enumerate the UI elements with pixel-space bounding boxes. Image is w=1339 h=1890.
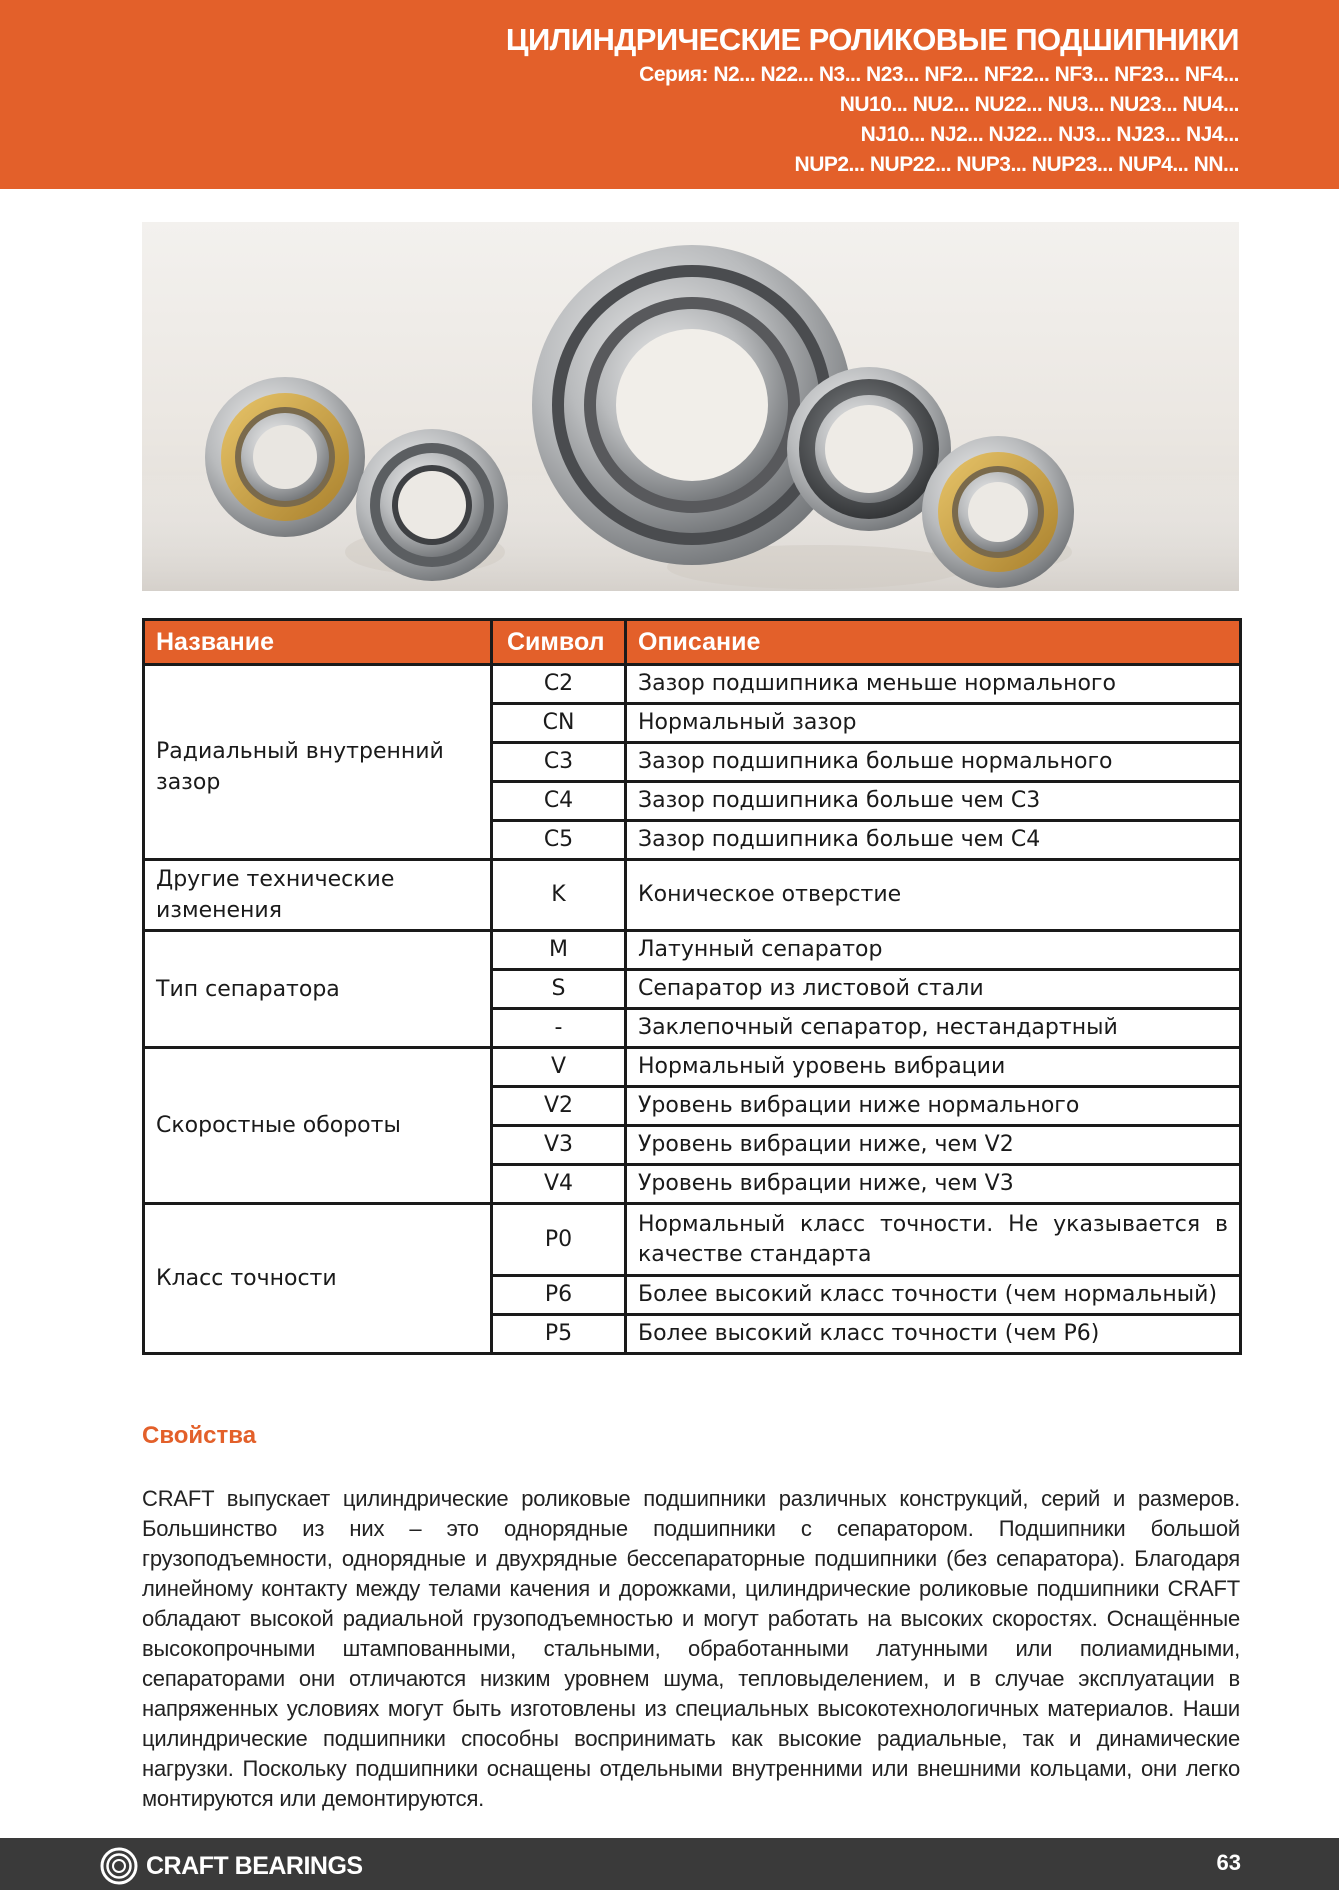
- table-header-row: [144, 620, 1241, 665]
- symbol-cell: -: [492, 1009, 626, 1048]
- series-line: Серия: N2... N22... N3... N23... NF2... NF22... NF3... NF23... NF4...: [639, 63, 1239, 86]
- description-cell: Более высокий класс точности (чем нормальный): [626, 1276, 1241, 1315]
- symbol-cell: P0: [492, 1204, 626, 1276]
- symbol-cell: M: [492, 931, 626, 970]
- description-cell: Сепаратор из листовой стали: [626, 970, 1241, 1009]
- description-cell: Заклепочный сепаратор, нестандартный: [626, 1009, 1241, 1048]
- series-line: NU10... NU2... NU22... NU3... NU23... NU4...: [839, 93, 1239, 116]
- description-cell: Коническое отверстие: [626, 860, 1241, 931]
- symbol-cell: P6: [492, 1276, 626, 1315]
- designation-table: [142, 618, 1242, 1355]
- symbol-cell: CN: [492, 704, 626, 743]
- description-cell: Нормальный класс точности. Не указывается в качестве стандарта: [626, 1204, 1241, 1276]
- symbol-cell: C5: [492, 821, 626, 860]
- description-cell: Латунный сепаратор: [626, 931, 1241, 970]
- description-cell: Нормальный уровень вибрации: [626, 1048, 1241, 1087]
- symbol-cell: V4: [492, 1165, 626, 1204]
- bearings-photo: [142, 222, 1239, 591]
- symbol-cell: C3: [492, 743, 626, 782]
- header-name: Название: [144, 620, 492, 665]
- group-name: Радиальный внутренний зазор: [144, 665, 492, 860]
- header-description: Описание: [626, 620, 1241, 665]
- table-row: [144, 665, 1241, 704]
- header-symbol: Символ: [492, 620, 626, 665]
- group-name: Скоростные обороты: [144, 1048, 492, 1204]
- table-row: [144, 931, 1241, 970]
- page-footer: [0, 1838, 1339, 1890]
- description-cell: Зазор подшипника меньше нормального: [626, 665, 1241, 704]
- symbol-cell: V2: [492, 1087, 626, 1126]
- symbol-cell: V: [492, 1048, 626, 1087]
- symbol-cell: C2: [492, 665, 626, 704]
- description-cell: Нормальный зазор: [626, 704, 1241, 743]
- description-cell: Более высокий класс точности (чем P6): [626, 1315, 1241, 1354]
- page-header: [0, 0, 1339, 189]
- page-title: ЦИЛИНДРИЧЕСКИЕ РОЛИКОВЫЕ ПОДШИПНИКИ: [505, 22, 1239, 57]
- page-number: 63: [1216, 1850, 1241, 1875]
- description-cell: Зазор подшипника больше чем C4: [626, 821, 1241, 860]
- series-line: NUP2... NUP22... NUP3... NUP23... NUP4... NN...: [794, 153, 1239, 176]
- group-name: Тип сепаратора: [144, 931, 492, 1048]
- table-row: [144, 1048, 1241, 1087]
- description-cell: Уровень вибрации ниже нормального: [626, 1087, 1241, 1126]
- symbol-cell: V3: [492, 1126, 626, 1165]
- group-name: Класс точности: [144, 1204, 492, 1354]
- group-name: Другие технические изменения: [144, 860, 492, 931]
- description-cell: Зазор подшипника больше нормального: [626, 743, 1241, 782]
- series-line: NJ10... NJ2... NJ22... NJ3... NJ23... NJ4...: [860, 123, 1239, 146]
- table-row: [144, 860, 1241, 931]
- brand-logo: [100, 1847, 363, 1885]
- properties-heading: Свойства: [142, 1422, 257, 1449]
- description-cell: Уровень вибрации ниже, чем V2: [626, 1126, 1241, 1165]
- symbol-cell: K: [492, 860, 626, 931]
- table-row: [144, 1204, 1241, 1276]
- brand-name: CRAFT BEARINGS: [146, 1851, 363, 1880]
- description-cell: Уровень вибрации ниже, чем V3: [626, 1165, 1241, 1204]
- description-cell: Зазор подшипника больше чем C3: [626, 782, 1241, 821]
- bearing-logo-icon: [100, 1847, 138, 1885]
- properties-paragraph: CRAFT выпускает цилиндрические роликовые подшипники различных конструкций, серий и размеров. Большинство из них – это однорядные подшипники с сепаратором. Подшипники большой грузоподъемности, однорядные и двухрядные бессепараторные подшипники (без сепаратора). Благодаря линейному контакту между телами качения и дорожками, цилиндрические роликовые подшипники CRAFT обладают высокой радиальной грузоподъемностью и могут работать на высоких скоростях. Оснащённые высокопрочными штампованными, стальными, обработанными латунными или полиамидными, сепараторами они отличаются низким уровнем шума, тепловыделением, и в случае эксплуатации в напряженных условиях могут быть изготовлены из специальных высокотехнологичных материалов. Наши цилиндрические подшипники способны воспринимать как высокие радиальные, так и динамические нагрузки. Поскольку подшипники оснащены отдельными внутренними или внешними кольцами, они легко монтируются или демонтируются.: [142, 1486, 1240, 1811]
- symbol-cell: C4: [492, 782, 626, 821]
- symbol-cell: P5: [492, 1315, 626, 1354]
- symbol-cell: S: [492, 970, 626, 1009]
